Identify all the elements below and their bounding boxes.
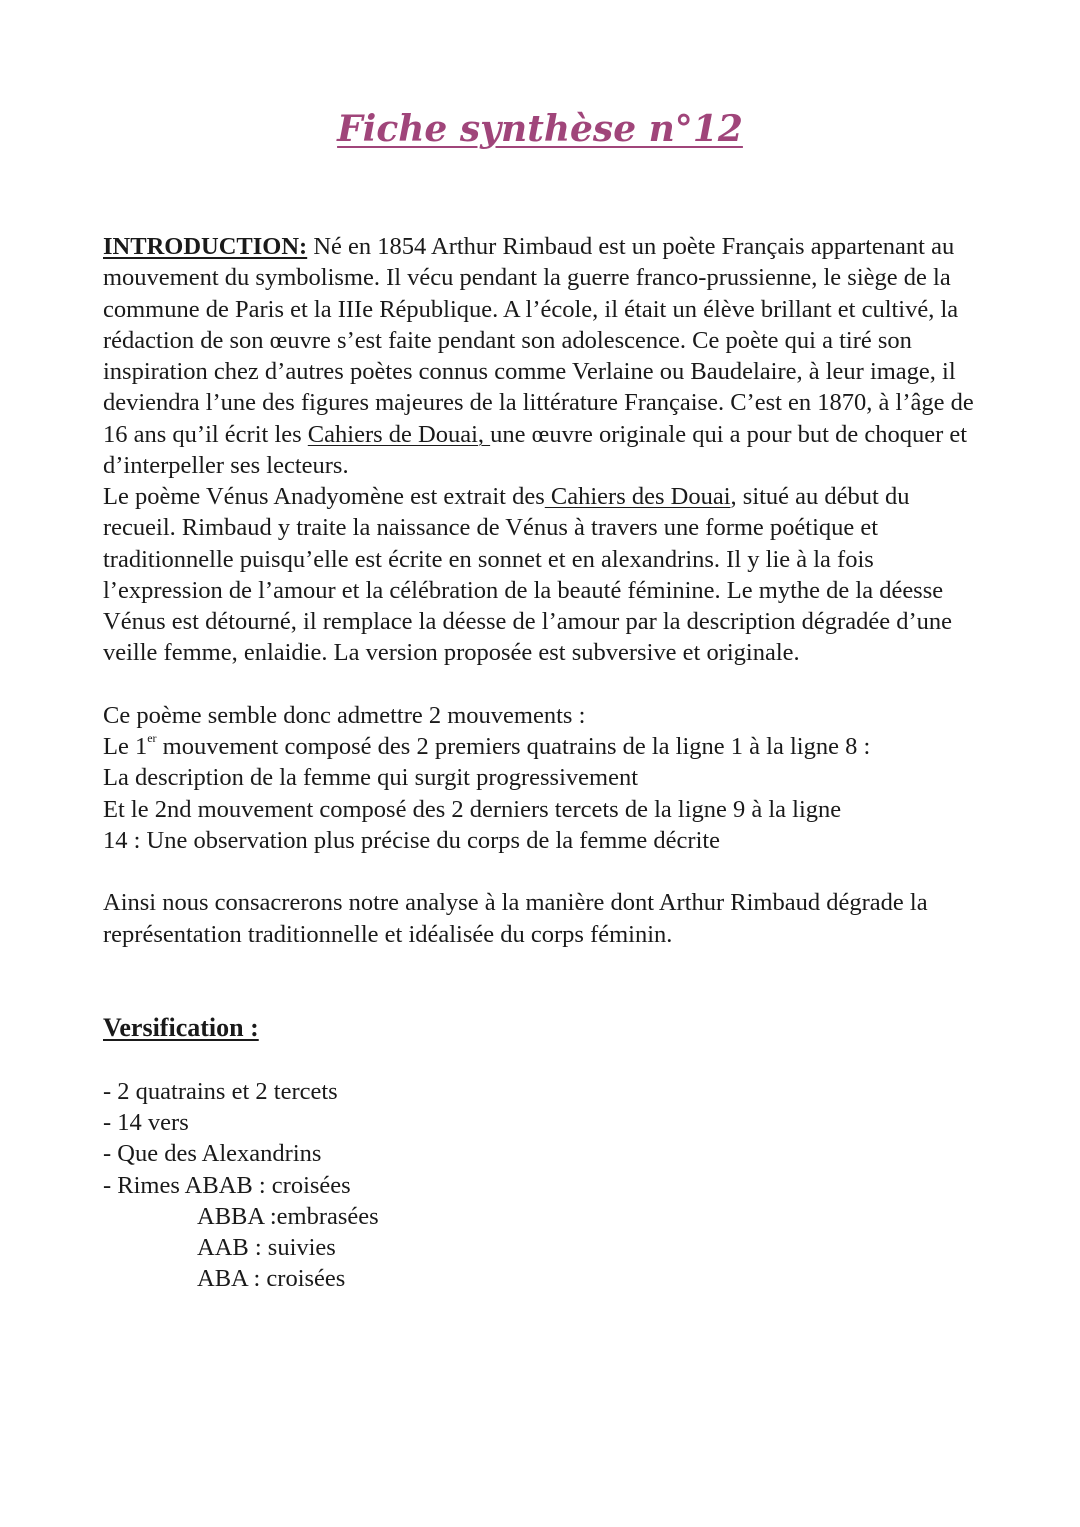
rhyme-item: AAB : suivies (197, 1234, 336, 1261)
intro-text-2b: , situé au début du recueil. Rimbaud y traite la naissance de Vénus à travers une forme poétique et traditionnelle puisqu’elle est écrite en sonnet et en alexandrins. Il y lie à la fois l’expression de l’amour et la célébration de la beauté féminine. Le mythe de la déesse Vénus est détourné, il remplace la déesse de l’amour par la description dégradée d’une veille femme, enlaidie. La version proposée est subversive et originale. (103, 483, 952, 667)
rhyme-item: ABBA :embrasées (197, 1202, 379, 1230)
intro-paragraph-1 (103, 231, 983, 481)
intro-heading: INTRODUCTION: (103, 233, 308, 260)
document-body (103, 231, 983, 1295)
conclusion-paragraph: Ainsi nous consacrerons notre analyse à la manière dont Arthur Rimbaud dégrade la représentation traditionnelle et idéalisée du corps féminin. (103, 889, 928, 948)
versification-heading-line (103, 1012, 983, 1044)
cahiers-des-douai-reference: Cahiers des Douai (544, 483, 731, 510)
list-item: - 2 quatrains et 2 tercets (103, 1077, 338, 1105)
page-title: Fiche synthèse n°12 (337, 108, 743, 150)
versification-heading: Versification : (103, 1013, 259, 1043)
movements-line-2 (103, 731, 983, 762)
list-item: - 14 vers (103, 1109, 189, 1136)
list-item: - Rimes ABAB : croisées (103, 1171, 351, 1199)
movements-line-5: 14 : Une observation plus précise du corps de la femme décrite (103, 826, 721, 854)
movements-line-2-end: mouvement composé des 2 premiers quatrains de la ligne 1 à la ligne 8 : (156, 733, 871, 760)
movements-line-4: Et le 2nd mouvement composé des 2 derniers tercets de la ligne 9 à la ligne (103, 795, 842, 823)
intro-text-1a: Né en 1854 Arthur Rimbaud est un poète Français appartenant au mouvement du symbolisme. Il vécu pendant la guerre franco-prussienne, le siège de la commune de Paris et la IIIe République. A l’école, il était un élève brillant et cultivé, la rédaction de son œuvre s’est faite pendant son adolescence. Ce poète qui a tiré son inspiration chez d’autres poètes connus comme Verlaine ou Baudelaire, à leur image, il deviendra l’une des figures majeures de la littérature Française. C’est en 1870, à l’âge de 16 ans qu’il écrit les (103, 233, 974, 448)
movements-line-3: La description de la femme qui surgit progressivement (103, 764, 639, 792)
cahiers-de-douai-reference: Cahiers de Douai, (307, 420, 491, 448)
movements-line-1: Ce poème semble donc admettre 2 mouvements : (103, 701, 586, 729)
list-item: - Que des Alexandrins (103, 1140, 322, 1168)
intro-text-1b: une œuvre originale qui a pour but de choquer et d’interpeller ses lecteurs. (103, 420, 968, 479)
ordinal-superscript: er (147, 731, 157, 745)
movements-line-2-start: Le 1 (103, 733, 148, 760)
rhyme-item: ABA : croisées (197, 1265, 346, 1293)
versification-list (103, 1076, 983, 1295)
intro-text-2a: Le poème Vénus Anadyomène est extrait des (103, 483, 545, 510)
intro-paragraph-2 (103, 481, 983, 669)
